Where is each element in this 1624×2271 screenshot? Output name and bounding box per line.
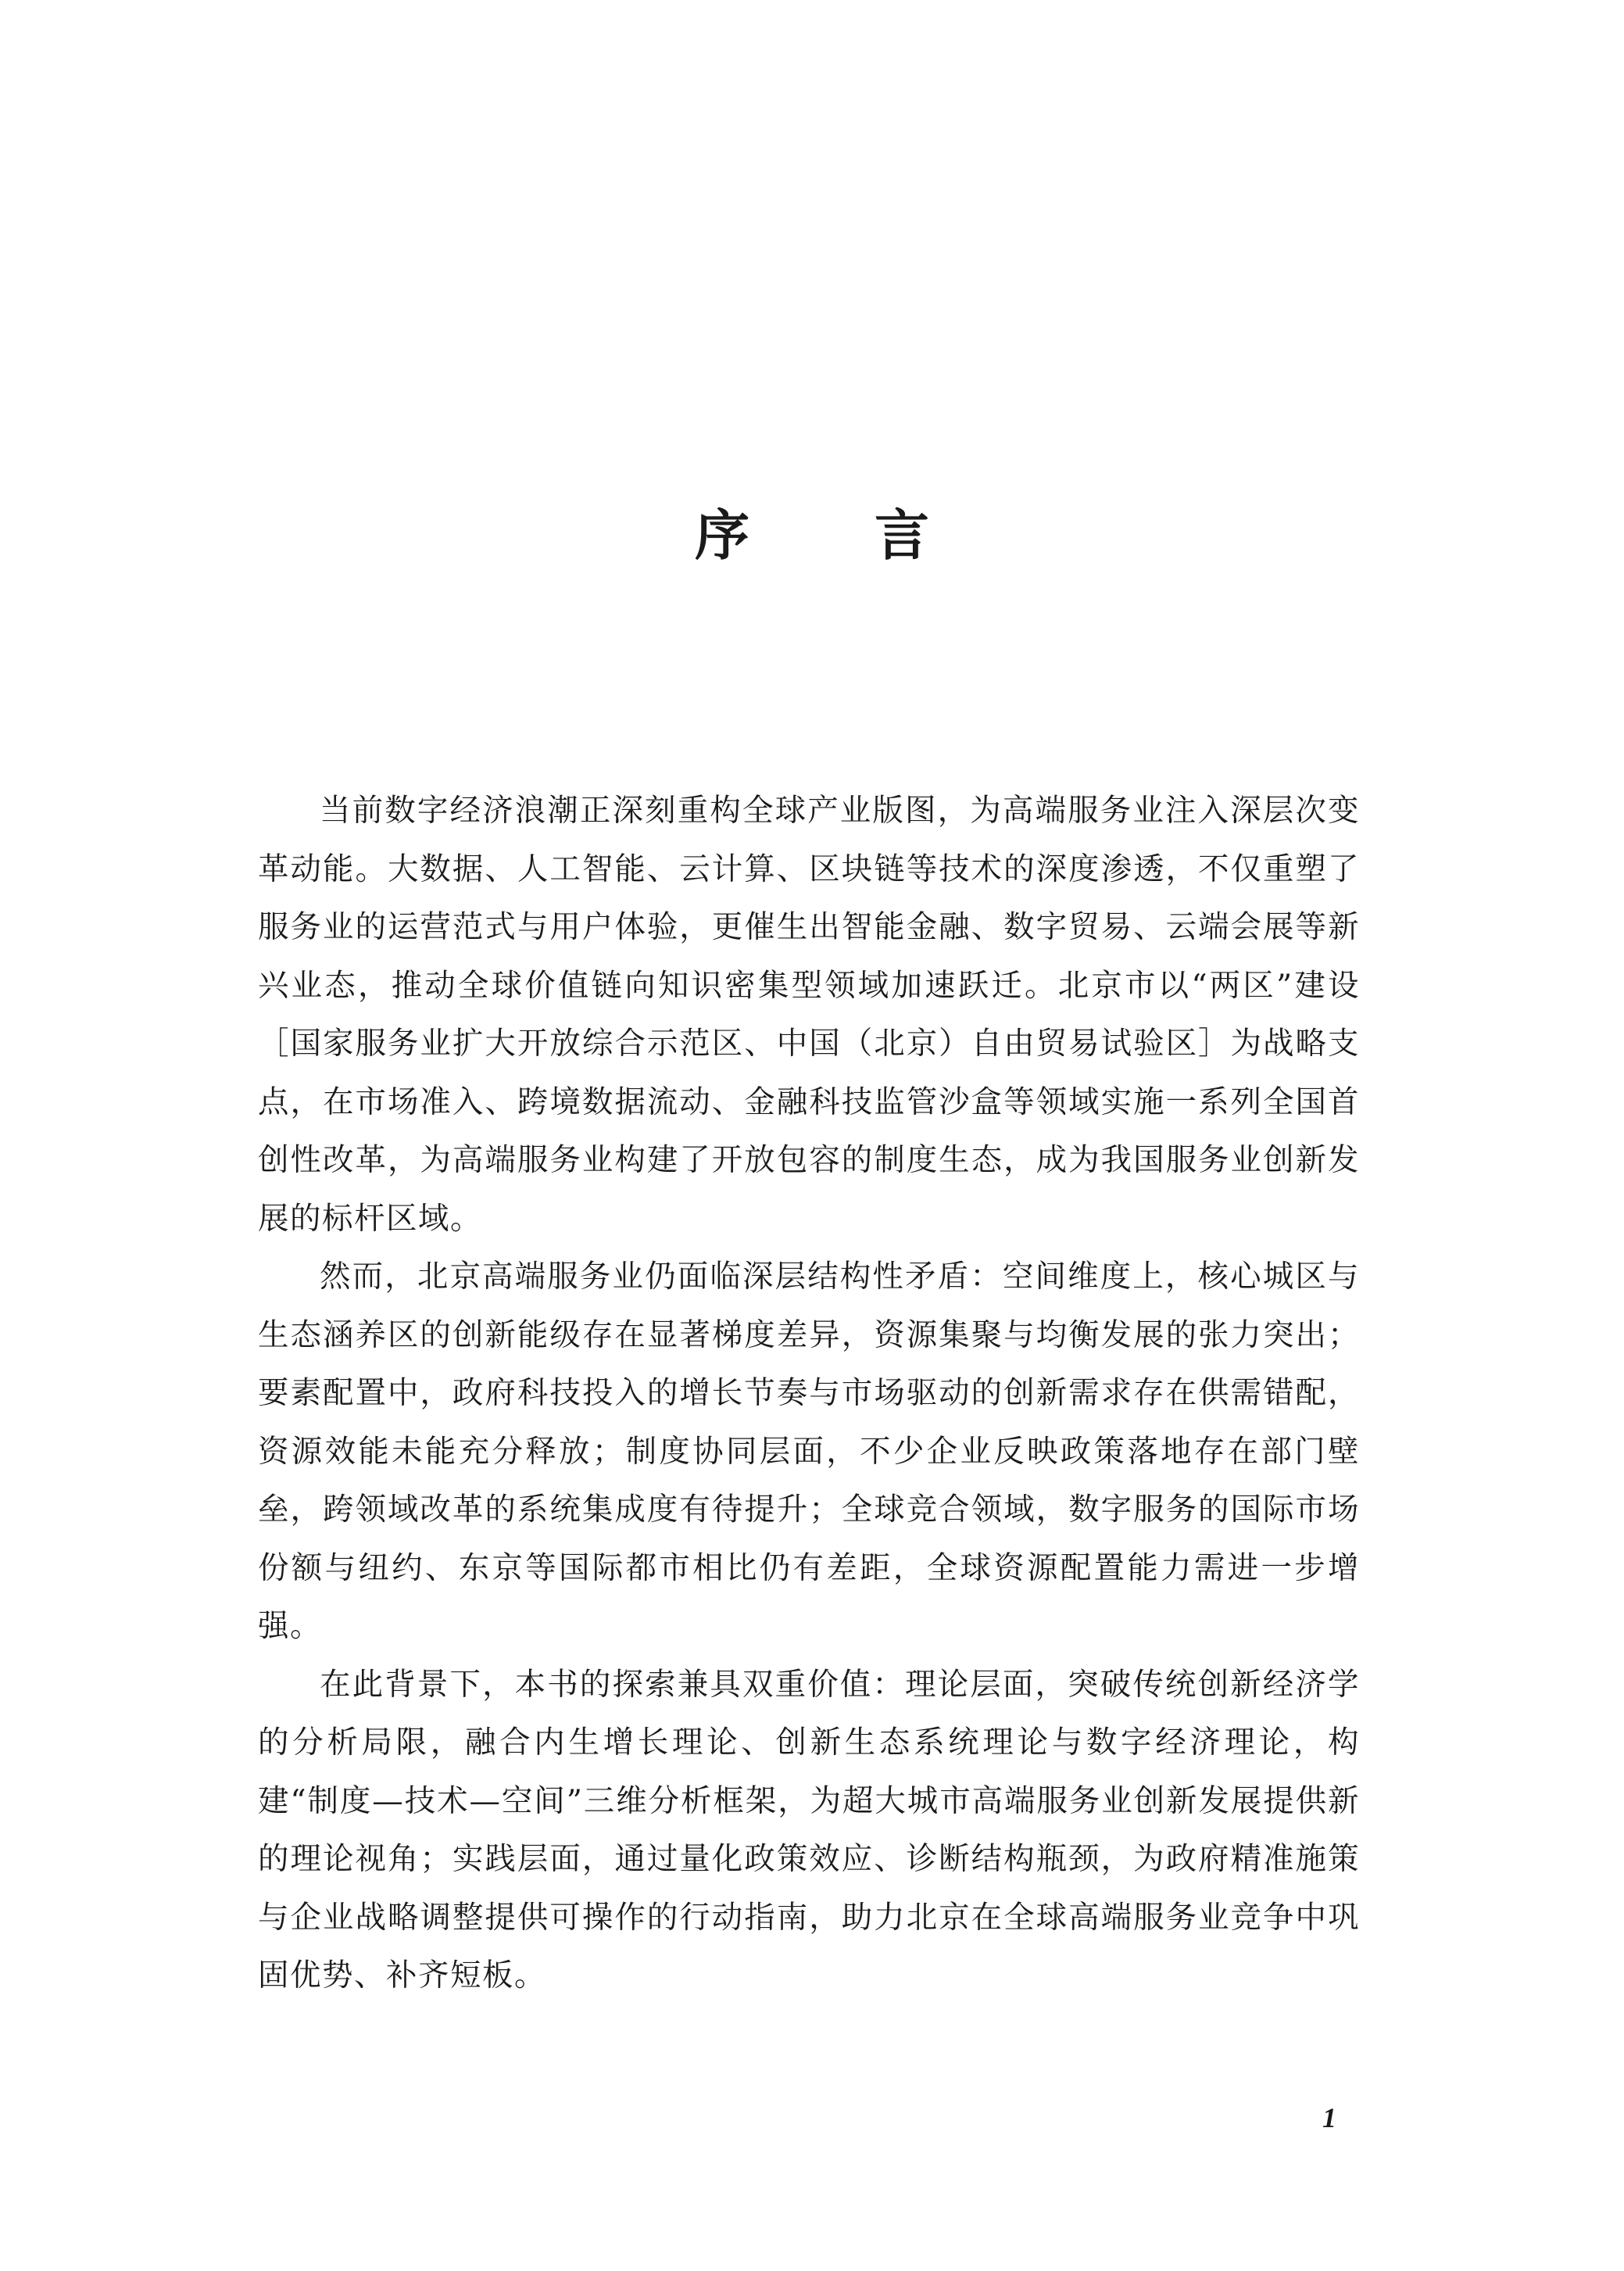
paragraph-2: 然而，北京高端服务业仍面临深层结构性矛盾：空间维度上，核心城区与生态涵养区的创新能级存在显著梯度差异，资源集聚与均衡发展的张力突出；要素配置中，政府科技投入的增长节奏与市场驱动的创新需求存在供需错配，资源效能未能充分释放；制度协同层面，不少企业反映政策落地存在部门壁垒，跨领域改革的系统集成度有待提升；全球竞合领域，数字服务的国际市场份额与纽约、东京等国际都市相比仍有差距，全球资源配置能力需进一步增强。 (258, 1259, 1360, 1644)
paragraph-3: 在此背景下，本书的探索兼具双重价值：理论层面，突破传统创新经济学的分析局限，融合内生增长理论、创新生态系统理论与数字经济理论，构建“制度—技术—空间”三维分析框架，为超大城市高端服务业创新发展提供新的理论视角；实践层面，通过量化政策效应、诊断结构瓶颈，为政府精准施策与企业战略调整提供可操作的行动指南，助力北京在全球高端服务业竞争中巩固优势、补齐短板。 (258, 1666, 1360, 1993)
page-title: 序言 (695, 503, 1054, 568)
page-number: 1 (1322, 2102, 1336, 2133)
body-text (258, 782, 1360, 2005)
paragraph-1: 当前数字经济浪潮正深刻重构全球产业版图，为高端服务业注入深层次变革动能。大数据、人工智能、云计算、区块链等技术的深度渗透，不仅重塑了服务业的运营范式与用户体验，更催生出智能金融、数字贸易、云端会展等新兴业态，推动全球价值链向知识密集型领域加速跃迁。北京市以“两区”建设［国家服务业扩大开放综合示范区、中国（北京）自由贸易试验区］为战略支点，在市场准入、跨境数据流动、金融科技监管沙盒等领域实施一系列全国首创性改革，为高端服务业构建了开放包容的制度生态，成为我国服务业创新发展的标杆区域。 (258, 793, 1360, 1237)
